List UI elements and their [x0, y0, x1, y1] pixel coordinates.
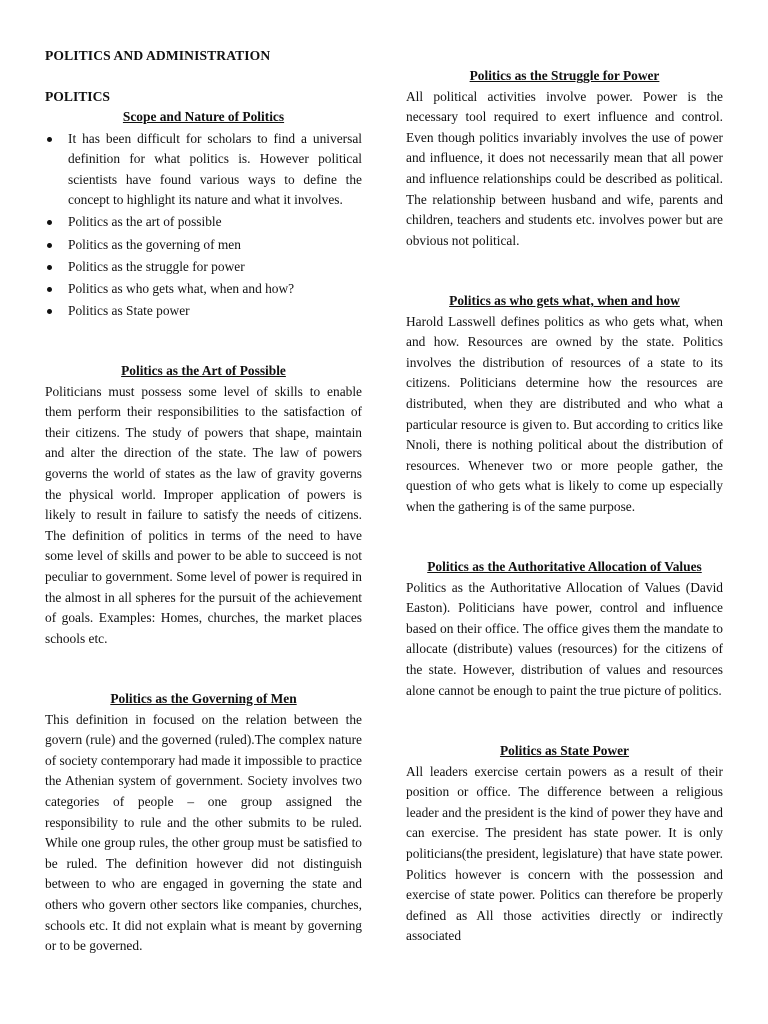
state-power-section [406, 741, 723, 947]
list-item: Politics as who gets what, when and how? [45, 279, 362, 300]
state-power-heading: Politics as State Power [499, 743, 630, 758]
list-item: Politics as the art of possible [45, 212, 362, 233]
who-gets-what-heading: Politics as who gets what, when and how [449, 293, 680, 308]
art-of-possible-heading: Politics as the Art of Possible [121, 363, 286, 378]
state-power-body: All leaders exercise certain powers as a result of their position or office. The difference between a religious leader and the president is the kind of power they have and can exercise. The president has state power. It is only politicians(the president, legislature) that have state power. Politics however is concern with the possession and exercise of state power. Politics can therefore be properly defined as All those activities directly or indirectly associated [406, 763, 723, 944]
art-of-possible-body: Politicians must possess some level of skills to enable them perform their responsibilities to the satisfaction of their citizens. The study of powers that shape, maintain and alter the direction of the state. The law of powers governs the world of states as the law of gravity governs the physical world. Improper application of powers is likely to result in failure to satisfy the needs of citizens. The definition of politics in terms of the need to have some level of skills and power to be able to succeed is not peculiar to government. Some level of power is required in the almost in all spheres for the pursuit of the achievement of goals. Examples: Homes, churches, the market places schools etc. [45, 383, 362, 646]
who-gets-what-body: Harold Lasswell defines politics as who gets what, when and how. Resources are owned by the state. Politics involves the distribution of resources of a state to its citizens. Politicians determine how the resources are distributed, when they are distributed and who what a particular resource is given to. But according to critics like Nnoli, there is nothing political about the distribution of resources. Whenever two or more people gather, the question of who gets what is likely to come up especially when the gathering is of the same purpose. [406, 313, 723, 514]
scope-section [45, 107, 362, 323]
document-title: POLITICS AND ADMINISTRATION [45, 48, 271, 63]
struggle-for-power-section [406, 66, 723, 251]
struggle-for-power-heading: Politics as the Struggle for Power [469, 68, 660, 83]
authoritative-allocation-body: Politics as the Authoritative Allocation of Values (David Easton). Politicians have power, control and influence based on their office. The office gives them the mandate to allocate (distribute) values (resources) for the citizens of the state. However, distribution of values and resources alone cannot be enough to paint the true picture of politics. [406, 579, 723, 698]
scope-bullet-list [45, 129, 362, 322]
list-item: It has been difficult for scholars to find a universal definition for what politics is. However political scientists have found various ways to define the concept to highlight its nature and what it involves. [45, 129, 362, 211]
section-title: POLITICS [45, 89, 110, 104]
art-of-possible-section [45, 361, 362, 649]
struggle-for-power-body: All political activities involve power. Power is the necessary tool required to exert influence and control. Even though politics invariably involves the use of power and influence, it does not necessarily mean that all power and influence relationships could be described as political. The relationship between husband and wife, parents and children, teachers and students etc. involves power but are obvious not political. [406, 88, 723, 248]
scope-heading: Scope and Nature of Politics [122, 109, 285, 124]
list-item: Politics as State power [45, 301, 362, 322]
who-gets-what-section [406, 291, 723, 518]
list-item: Politics as the governing of men [45, 235, 362, 256]
list-item: Politics as the struggle for power [45, 257, 362, 278]
governing-of-men-section [45, 689, 362, 957]
governing-of-men-heading: Politics as the Governing of Men [110, 691, 297, 706]
authoritative-allocation-section [406, 557, 723, 701]
governing-of-men-body: This definition in focused on the relation between the govern (rule) and the governed (ruled).The complex nature of society contemporary had made it impossible to practice the Athenian system of government. Society involves two categories of people – one group assigned the responsibility to rule and the other submits to be ruled. While one group rules, the other group must be satisfied to be ruled. The definition however did not distinguish between to who are engaged in governing the state and others who govern other sectors like companies, churches, schools etc. It did not explain what is meant by governing or to be governed. [45, 711, 362, 954]
authoritative-allocation-heading: Politics as the Authoritative Allocation of Values [427, 559, 702, 574]
